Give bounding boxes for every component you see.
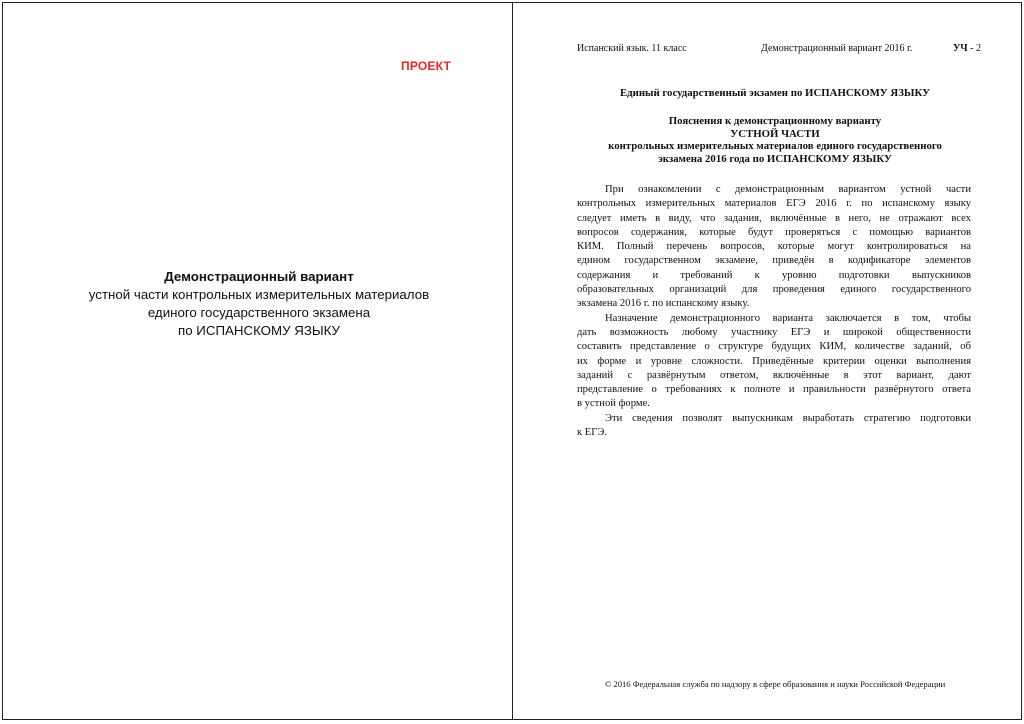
section-title-line-3: контрольных измерительных материалов единого государственного — [608, 140, 942, 152]
header-variant: Демонстрационный вариант 2016 г. — [761, 43, 913, 54]
body-line: образовательных организаций для проведения единого государственного — [577, 284, 971, 296]
section-title-line-2: УСТНОЙ ЧАСТИ — [730, 127, 820, 140]
body-line: содержания и требований к уровню подготовки выпускников — [577, 269, 971, 281]
body-line: едином государственном экзамене, приведён в кодификаторе элементов — [577, 255, 971, 267]
body-line: представление о требованиях к полноте и правильности развёрнутого ответа — [577, 384, 971, 396]
page-header — [577, 43, 981, 57]
cover-line-2: единого государственного экзамена — [147, 305, 371, 320]
header-page-code: УЧ — [952, 43, 968, 54]
cover-line-3: по ИСПАНСКОМУ ЯЗЫКУ — [178, 323, 340, 338]
section-title — [577, 115, 973, 165]
right-page — [512, 2, 1022, 720]
body-line: дать возможность любому участнику ЕГЭ и широкой общественности — [577, 326, 971, 338]
header-page-number — [953, 43, 981, 54]
body-line: При ознакомлении с демонстрационным вариантом устной части — [605, 184, 971, 195]
header-page-num: - 2 — [970, 43, 981, 54]
page-footer: © 2016 Федеральная служба по надзору в сфере образования и науки Российской Федерации — [604, 679, 946, 689]
body-line: экзамена 2016 г. по испанскому языку. — [577, 298, 750, 310]
left-page — [2, 2, 514, 720]
header-subject: Испанский язык. 11 класс — [577, 43, 687, 54]
body-text — [577, 183, 971, 440]
body-line: Эти сведения позволят выпускникам выработать стратегию подготовки — [605, 412, 971, 424]
main-title: Единый государственный экзамен по ИСПАНСКОМУ ЯЗЫКУ — [619, 87, 931, 99]
body-line: к ЕГЭ. — [577, 427, 608, 439]
cover-title-block — [3, 268, 515, 340]
section-title-line-4: экзамена 2016 года по ИСПАНСКОМУ ЯЗЫКУ — [658, 152, 892, 165]
project-label: ПРОЕКТ — [401, 59, 451, 73]
body-line: в устной форме. — [577, 398, 650, 410]
body-line: их форме и уровне сложности. Приведённые критерии оценки выполнения — [577, 355, 971, 367]
body-line: составить представление о структуре будущих КИМ, количестве заданий, об — [577, 341, 971, 353]
section-title-line-1: Пояснения к демонстрационному варианту — [668, 115, 882, 127]
body-line: следует иметь в виду, что задания, включённые в него, не отражают всех — [577, 212, 971, 224]
body-line: КИМ. Полный перечень вопросов, которые могут контролироваться на — [577, 241, 971, 253]
cover-heading: Демонстрационный вариант — [164, 269, 354, 284]
body-line: контрольных измерительных материалов ЕГЭ 2016 г. по испанскому языку — [577, 198, 971, 210]
body-line: вопросов содержания, которые будут проверяться с помощью вариантов — [577, 226, 971, 238]
cover-line-1: устной части контрольных измерительных материалов — [88, 287, 430, 302]
body-line: Назначение демонстрационного варианта заключается в том, чтобы — [605, 312, 971, 324]
body-line: заданий с развёрнутым ответом, включённые в этот вариант, дают — [577, 369, 971, 381]
